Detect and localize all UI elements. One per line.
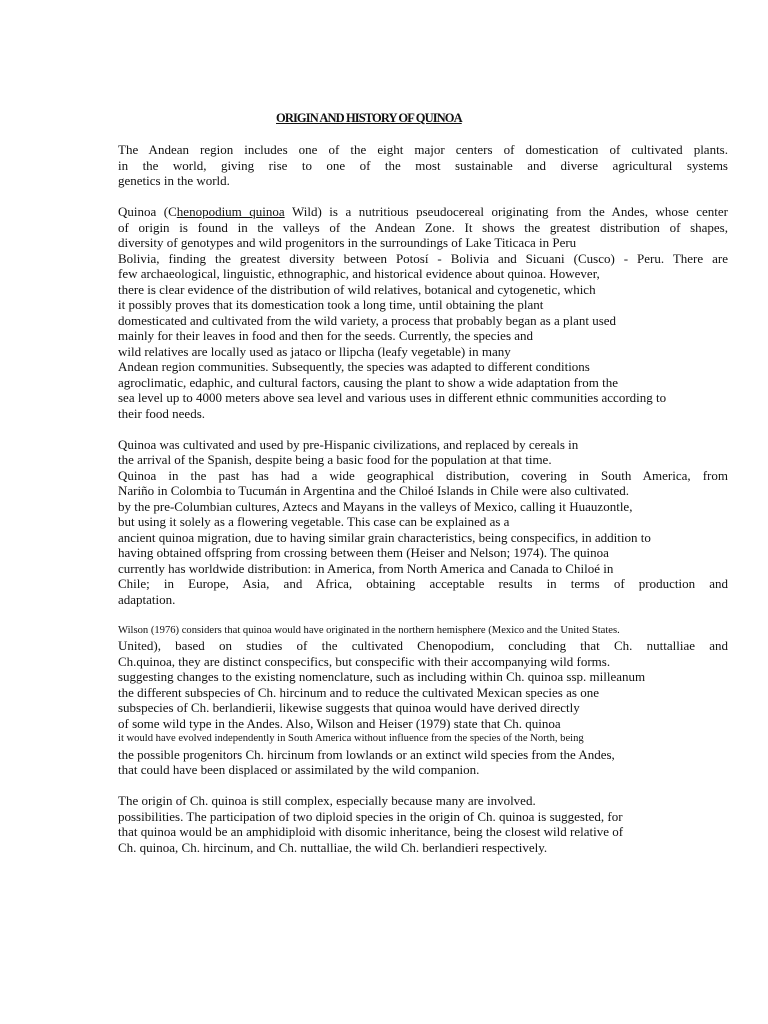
paragraph-2 xyxy=(118,204,728,421)
text-line: but using it solely as a flowering vegetable. This case can be explained as a xyxy=(118,514,510,529)
text-line: Nariño in Colombia to Tucumán in Argentina and the Chiloé Islands in Chile were also cultivated. xyxy=(118,483,630,498)
text-line: Quinoa in the past has had a wide geographical distribution, covering in South America, from xyxy=(118,467,728,483)
text-line: wild relatives are locally used as jataco or llipcha (leafy vegetable) in many xyxy=(118,343,511,359)
document-title: ORIGIN AND HISTORY OF QUINOA xyxy=(276,111,462,125)
text-segment: Quinoa (C xyxy=(118,204,177,219)
text-line: few archaeological, linguistic, ethnographic, and historical evidence about quinoa. However, xyxy=(118,266,600,281)
text-line: subspecies of Ch. berlandierii, likewise suggests that quinoa would have derived directly xyxy=(118,700,580,715)
text-line: the possible progenitors Ch. hircinum from lowlands or an extinct wild species from the Andes, xyxy=(118,746,615,762)
text-line: ancient quinoa migration, due to having similar grain characteristics, being conspecifics, in addition to xyxy=(118,529,651,545)
paragraph-3 xyxy=(118,437,728,608)
paragraph-4 xyxy=(118,623,728,778)
text-line: The origin of Ch. quinoa is still complex, especially because many are involved. xyxy=(118,793,536,808)
text-line: it would have evolved independently in South America without influence from the species of the North, being xyxy=(118,733,584,744)
paragraph-5 xyxy=(118,793,728,855)
text-line: United), based on studies of the cultivated Chenopodium, concluding that Ch. nuttalliae and xyxy=(118,638,728,653)
text-line: adaptation. xyxy=(118,591,176,607)
text-line: agroclimatic, edaphic, and cultural factors, causing the plant to show a wide adaptation from the xyxy=(118,374,618,390)
text-line: Bolivia, finding the greatest diversity between Potosí - Bolivia and Sicuani (Cusco) - Peru. There are xyxy=(118,250,728,266)
text-line: having obtained offspring from crossing between them (Heiser and Nelson; 1974). The quinoa xyxy=(118,545,609,560)
text-line: of some wild type in the Andes. Also, Wilson and Heiser (1979) state that Ch. quinoa xyxy=(118,715,561,731)
text-line: diversity of genotypes and wild progenitors in the surroundings of Lake Titicaca in Peru xyxy=(118,235,577,250)
text-line xyxy=(118,204,728,220)
text-line: sea level up to 4000 meters above sea level and various uses in different ethnic communities according to xyxy=(118,390,667,405)
text-line: by the pre-Columbian cultures, Aztecs and Mayans in the valleys of Mexico, calling it Huauzontle, xyxy=(118,498,633,514)
text-line: The Andean region includes one of the eight major centers of domestication of cultivated plants. xyxy=(118,142,728,157)
text-line: the different subspecies of Ch. hircinum and to reduce the cultivated Mexican species as one xyxy=(118,684,599,700)
text-line: mainly for their leaves in food and then for the seeds. Currently, the species and xyxy=(118,328,534,343)
text-line: possibilities. The participation of two diploid species in the origin of Ch. quinoa is suggested, for xyxy=(118,808,623,824)
text-line: their food needs. xyxy=(118,405,206,421)
text-line: Andean region communities. Subsequently, the species was adapted to different conditions xyxy=(118,359,590,374)
text-line: that quinoa would be an amphidiploid with disomic inheritance, being the closest wild relative of xyxy=(118,824,624,839)
text-line: there is clear evidence of the distribution of wild relatives, botanical and cytogenetic, which xyxy=(118,281,596,297)
text-line: of origin is found in the valleys of the Andean Zone. It shows the greatest distribution of shapes, xyxy=(118,219,728,235)
underlined-species-name: henopodium quinoa xyxy=(176,204,285,219)
text-line: Wilson (1976) considers that quinoa would have originated in the northern hemisphere (Mexico and the United States. xyxy=(118,624,620,636)
text-line: Quinoa was cultivated and used by pre-Hispanic civilizations, and replaced by cereals in xyxy=(118,436,579,452)
text-line: domesticated and cultivated from the wild variety, a process that probably began as a plant used xyxy=(118,312,617,328)
text-segment: Wild) is a nutritious pseudocereal originating from the Andes, whose center xyxy=(284,204,728,219)
text-line: Ch.quinoa, they are distinct conspecifics, but conspecific with their accompanying wild forms. xyxy=(118,653,611,669)
text-line: currently has worldwide distribution: in America, from North America and Canada to Chiloé in xyxy=(118,560,614,576)
text-line: suggesting changes to the existing nomenclature, such as including within Ch. quinoa ssp. milleanum xyxy=(118,669,646,684)
text-line: it possibly proves that its domestication took a long time, until obtaining the plant xyxy=(118,297,544,312)
text-line: Chile; in Europe, Asia, and Africa, obtaining acceptable results in terms of production and xyxy=(118,576,728,591)
text-line: genetics in the world. xyxy=(118,173,230,188)
text-line: in the world, giving rise to one of the most sustainable and diverse agricultural systems xyxy=(118,157,728,173)
text-line: the arrival of the Spanish, despite being a basic food for the population at that time. xyxy=(118,452,552,467)
document-body xyxy=(118,142,728,871)
paragraph-1 xyxy=(118,142,728,189)
text-line: Ch. quinoa, Ch. hircinum, and Ch. nuttalliae, the wild Ch. berlandieri respectively. xyxy=(118,839,548,855)
text-line: that could have been displaced or assimilated by the wild companion. xyxy=(118,762,480,777)
